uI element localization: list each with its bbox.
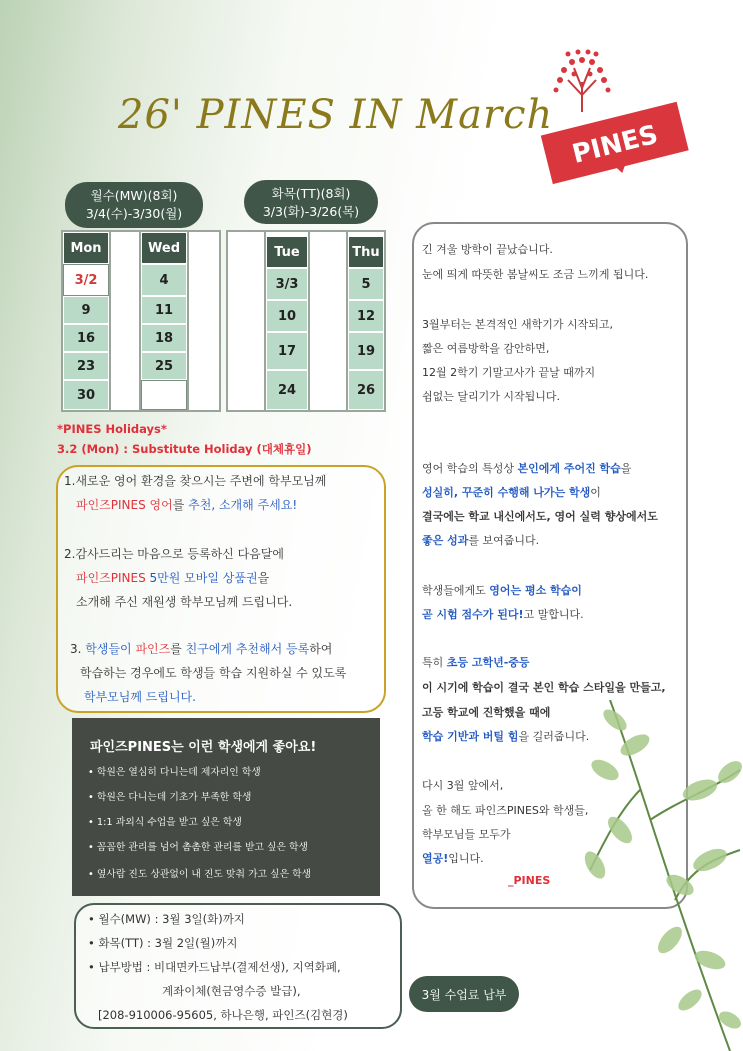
calendar-day: 19 [348,332,384,370]
holidays-title: *PINES Holidays* [57,422,167,436]
calendar-day: 18 [141,324,187,352]
schedule-tt-dates: 3/3(화)-3/26(목) [262,204,360,219]
message-line: 올 한 해도 파인즈PINES와 학생들, [422,804,589,817]
calendar-day: 3/2 [63,264,109,296]
message-line: 고등 학교에 진학했을 때에 [422,706,551,719]
message-line: 3월부터는 본격적인 새학기가 시작되고, [422,318,613,331]
message-signature: _PINES [508,874,551,887]
message-line: 눈에 띄게 따뜻한 봄날씨도 조금 느끼게 됩니다. [422,268,649,281]
message-line: 열공!입니다. [422,852,484,865]
tuition-payment-button[interactable]: 3월 수업료 납부 [409,976,519,1012]
referral-p1-line2: 파인즈PINES 영어를 추천, 소개해 주세요! [76,498,298,512]
calendar-day: 5 [348,268,384,300]
calendar-day: 30 [63,380,109,410]
schedule-mw-pill [65,182,203,228]
message-line: 12월 2학기 기말고사가 끝날 때까지 [422,366,596,379]
calendar-day: 10 [266,300,308,332]
wed-header: Wed [141,232,187,264]
calendar-day: 23 [63,352,109,380]
good-for-title: 파인즈PINES는 이런 학생에게 좋아요! [90,740,317,755]
message-line: 성실히, 꾸준히 수행해 나가는 학생이 [422,486,601,499]
referral-p3-line2: 학습하는 경우에도 학생들 학습 지원하실 수 있도록 [80,666,347,680]
calendar-day: 25 [141,352,187,380]
message-line: 결국에는 학교 내신에서도, 영어 실력 향상에서도 [422,510,658,523]
calendar-day: 4 [141,264,187,296]
message-line: 다시 3월 앞에서, [422,779,504,792]
plant-icon [580,700,743,1051]
payment-tt: • 화목(TT) : 3월 2일(월)까지 [88,936,238,950]
calendar-mw [61,230,221,412]
referral-p1-line1: 1.새로운 영어 환경을 찾으시는 주변에 학부모님께 [64,474,327,488]
payment-method-cont: 계좌이체(현금영수증 발급), [162,984,301,998]
logo-text: PINES [569,119,662,170]
good-for-box [72,718,380,896]
referral-p2-line3: 소개해 주신 재원생 학부모님께 드립니다. [76,595,293,609]
calendar-day-empty [141,380,187,410]
mon-header: Mon [63,232,109,264]
calendar-day: 3/3 [266,268,308,300]
payment-box [74,903,402,1029]
message-line: 곧 시험 점수가 된다!고 말합니다. [422,608,584,621]
tue-header: Tue [266,236,308,268]
pines-logo [534,40,694,190]
calendar-day: 26 [348,370,384,410]
schedule-tt-pill [244,180,378,224]
schedule-mw-title: 월수(MW)(8회) [90,188,178,203]
page-title: 26' PINES IN March [118,92,554,138]
good-for-item: • 학원은 열심히 다니는데 제자리인 학생 [88,767,261,778]
holidays-item: 3.2 (Mon) : Substitute Holiday (대체휴일) [57,442,312,456]
good-for-item: • 옆사람 진도 상관없이 내 진도 맞춰 가고 싶은 학생 [88,869,312,880]
calendar-day: 17 [266,332,308,370]
payment-account: [208-910006-95605, 하나은행, 파인즈(김현경) [98,1008,348,1022]
good-for-item: • 1:1 과외식 수업을 받고 싶은 학생 [88,817,242,828]
book-icon [541,102,690,190]
message-line: 짧은 여름방학을 감안하면, [422,342,550,355]
good-for-item: • 꼼꼼한 관리를 넘어 촘촘한 관리를 받고 싶은 학생 [88,842,308,853]
good-for-item: • 학원은 다니는데 기초가 부족한 학생 [88,792,252,803]
calendar-day: 16 [63,324,109,352]
calendar-day: 9 [63,296,109,324]
calendar-day: 12 [348,300,384,332]
referral-p2-line2: 파인즈PINES 5만원 모바일 상품권을 [76,571,270,585]
message-line: 학습 기반과 버틸 힘을 길러줍니다. [422,730,590,743]
calendar-day: 11 [141,296,187,324]
message-line: 쉼없는 달리기가 시작됩니다. [422,390,561,403]
message-line: 학부모님들 모두가 [422,828,511,841]
referral-p3-line1: 3. 학생들이 파인즈를 친구에게 추천해서 등록하여 [70,642,333,656]
referral-p3-line3: 학부모님께 드립니다. [84,690,196,704]
schedule-mw-dates: 3/4(수)-3/30(월) [85,206,183,221]
message-line: 특히 초등 고학년-중등 [422,656,530,669]
message-line: 긴 겨울 방학이 끝났습니다. [422,243,553,256]
referral-p2-line1: 2.감사드리는 마음으로 등록하신 다음달에 [64,547,284,561]
calendar-tt [226,230,386,412]
schedule-tt-title: 화목(TT)(8회) [271,186,351,201]
payment-method: • 납부방법 : 비대면카드납부(결제선생), 지역화폐, [88,960,341,974]
message-line: 영어 학습의 특성상 본인에게 주어진 학습을 [422,462,632,475]
message-line: 좋은 성과를 보여줍니다. [422,534,540,547]
calendar-day: 24 [266,370,308,410]
message-line: 학생들에게도 영어는 평소 학습이 [422,584,582,597]
message-line: 이 시기에 학습이 결국 본인 학습 스타일을 만들고, [422,681,666,694]
thu-header: Thu [348,236,384,268]
referral-box [56,465,386,713]
payment-mw: • 월수(MW) : 3월 3일(화)까지 [88,912,245,926]
